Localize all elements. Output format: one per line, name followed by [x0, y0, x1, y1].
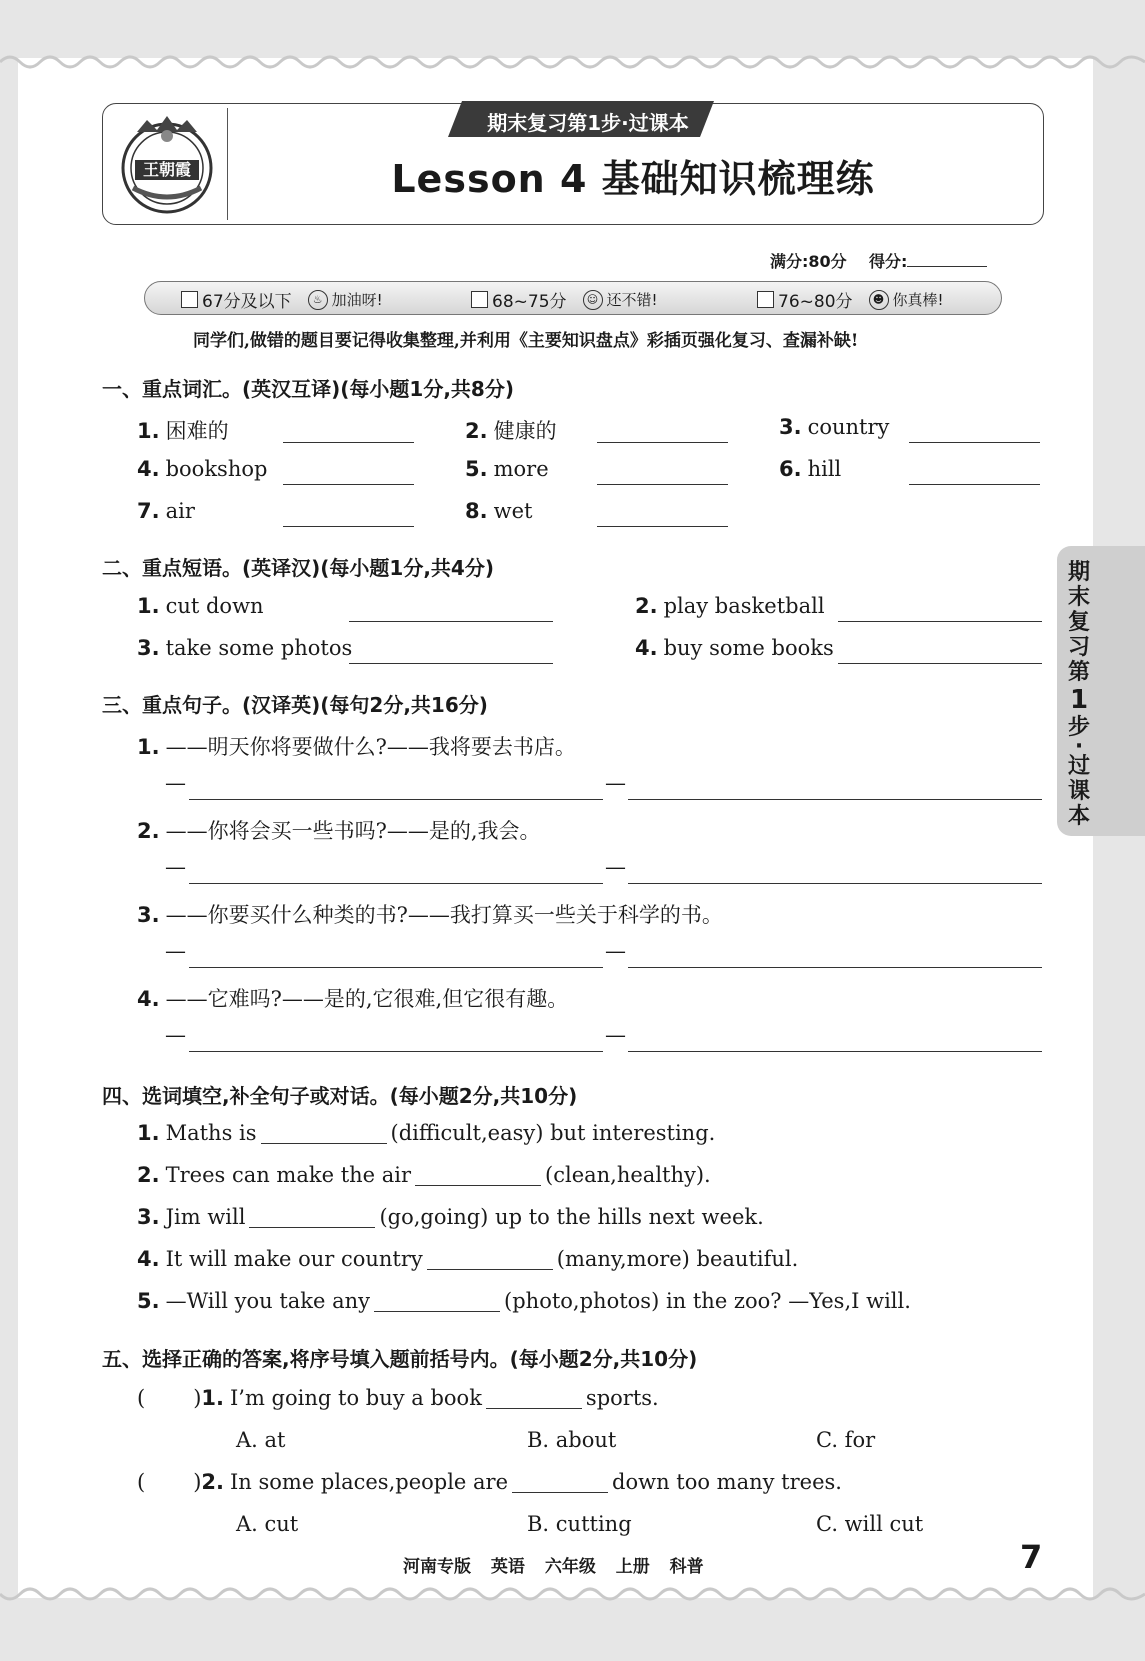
face-icon: ♨ [308, 290, 328, 310]
answer-paren-close: ) [193, 1386, 202, 1410]
answer-line[interactable] [628, 799, 1042, 800]
section-4-heading: 四、选词填空,补全句子或对话。(每小题2分,共10分) [102, 1084, 578, 1108]
vocab-item: 6. hill [779, 457, 842, 481]
dialogue-dash: — [165, 939, 186, 963]
fill-blank-item: 1. Maths is (difficult,easy) but interesting. [137, 1121, 716, 1145]
choice-option[interactable]: A. cut [236, 1512, 299, 1536]
answer-line[interactable] [349, 663, 553, 664]
checkbox[interactable] [471, 291, 488, 308]
svg-text:王朝霞: 王朝霞 [142, 160, 192, 179]
answer-line[interactable] [189, 883, 603, 884]
choice-option[interactable]: A. at [236, 1428, 286, 1452]
choice-question: ( )2. In some places,people are down too many trees. [137, 1470, 842, 1494]
answer-blank[interactable] [486, 1388, 582, 1409]
phrase-item: 3. take some photos [137, 636, 353, 660]
answer-line[interactable] [283, 442, 414, 443]
answer-line[interactable] [838, 621, 1042, 622]
score-blank[interactable] [907, 266, 987, 267]
side-section-tab [1057, 546, 1145, 836]
smile-icon: ☺ [583, 290, 603, 310]
answer-line[interactable] [909, 442, 1040, 443]
answer-paren-open[interactable]: ( [137, 1470, 146, 1494]
dialogue-dash: — [605, 855, 626, 879]
sentence-item: 2. ——你将会买一些书吗?——是的,我会。 [137, 819, 541, 843]
full-score: 满分:80分 [770, 252, 847, 271]
answer-line[interactable] [909, 484, 1040, 485]
rating-option[interactable] [471, 287, 658, 312]
phrase-item: 1. cut down [137, 594, 264, 618]
answer-line[interactable] [189, 1051, 603, 1052]
choice-option[interactable]: C. for [816, 1428, 876, 1452]
answer-blank[interactable] [249, 1207, 375, 1228]
sentence-item: 4. ——它难吗?——是的,它很难,但它很有趣。 [137, 987, 569, 1011]
publisher-logo [113, 110, 221, 218]
wavy-top-edge [0, 48, 1145, 70]
answer-line[interactable] [838, 663, 1042, 664]
answer-line[interactable] [628, 967, 1042, 968]
rating-cheer: 还不错! [606, 291, 658, 309]
answer-line[interactable] [283, 484, 414, 485]
rating-option[interactable] [757, 287, 944, 312]
dialogue-dash: — [165, 771, 186, 795]
answer-line[interactable] [597, 526, 728, 527]
choice-option[interactable]: B. cutting [527, 1512, 632, 1536]
dialogue-dash: — [605, 1023, 626, 1047]
footer-info: 河南专版 英语 六年级 上册 科普 [403, 1557, 704, 1577]
sentence-item: 1. ——明天你将要做什么?——我将要去书店。 [137, 735, 576, 759]
phrase-item: 2. play basketball [635, 594, 825, 618]
fill-blank-item: 2. Trees can make the air (clean,healthy). [137, 1163, 711, 1187]
lesson-header [102, 103, 1044, 225]
header-divider [227, 108, 228, 220]
dialogue-dash: — [605, 939, 626, 963]
answer-line[interactable] [189, 967, 603, 968]
fill-blank-item: 5. —Will you take any (photo,photos) in the zoo? —Yes,I will. [137, 1289, 911, 1313]
dialogue-dash: — [605, 771, 626, 795]
review-step-tab [448, 101, 728, 139]
section-5-heading: 五、选择正确的答案,将序号填入题前括号内。(每小题2分,共10分) [102, 1347, 698, 1371]
page-number: 7 [1020, 1538, 1043, 1576]
got-score-label: 得分: [868, 252, 908, 271]
score-line [770, 249, 987, 272]
dialogue-dash: — [165, 855, 186, 879]
page-title: Lesson 4 基础知识梳理练 [391, 157, 875, 201]
rating-cheer: 你真棒! [892, 291, 944, 309]
vocab-item: 5. more [465, 457, 549, 481]
checkbox[interactable] [757, 291, 774, 308]
choice-option[interactable]: B. about [527, 1428, 617, 1452]
fill-blank-item: 3. Jim will (go,going) up to the hills next week. [137, 1205, 764, 1229]
rating-range: 68~75分 [492, 292, 567, 312]
rating-range: 76~80分 [778, 292, 853, 312]
phrase-item: 4. buy some books [635, 636, 834, 660]
rating-range: 67分及以下 [202, 292, 292, 312]
answer-line[interactable] [283, 526, 414, 527]
answer-blank[interactable] [415, 1165, 541, 1186]
wavy-bottom-edge [0, 1586, 1145, 1608]
section-1-heading: 一、重点词汇。(英汉互译)(每小题1分,共8分) [102, 377, 514, 401]
answer-blank[interactable] [374, 1291, 500, 1312]
side-tab-text: 期 末 复 习 第 1 步 · 过 课 本 [1067, 560, 1090, 829]
review-step-label: 期末复习第1步·过课本 [487, 111, 689, 135]
self-rating-bar [144, 281, 1002, 315]
sentence-item: 3. ——你要买什么种类的书?——我打算买一些关于科学的书。 [137, 903, 723, 927]
section-3-heading: 三、重点句子。(汉译英)(每句2分,共16分) [102, 693, 488, 717]
answer-blank[interactable] [427, 1249, 553, 1270]
section-2-heading: 二、重点短语。(英译汉)(每小题1分,共4分) [102, 556, 494, 580]
vocab-item: 1. 困难的 [137, 419, 229, 443]
vocab-item: 3. country [779, 415, 890, 439]
study-note: 同学们,做错的题目要记得收集整理,并利用《主要知识盘点》彩插页强化复习、查漏补缺! [193, 331, 859, 351]
choice-option[interactable]: C. will cut [816, 1512, 924, 1536]
answer-blank[interactable] [512, 1472, 608, 1493]
answer-line[interactable] [628, 1051, 1042, 1052]
face-icon: ☻ [869, 290, 889, 310]
vocab-item: 4. bookshop [137, 457, 268, 481]
answer-line[interactable] [597, 484, 728, 485]
checkbox[interactable] [181, 291, 198, 308]
answer-line[interactable] [597, 442, 728, 443]
vocab-item: 2. 健康的 [465, 419, 557, 443]
answer-line[interactable] [628, 883, 1042, 884]
rating-option[interactable] [181, 287, 383, 312]
answer-paren-close: ) [193, 1470, 202, 1494]
dialogue-dash: — [165, 1023, 186, 1047]
answer-paren-open[interactable]: ( [137, 1386, 146, 1410]
rating-cheer: 加油呀! [331, 291, 383, 309]
choice-question: ( )1. I’m going to buy a book sports. [137, 1386, 659, 1410]
answer-blank[interactable] [261, 1123, 387, 1144]
vocab-item: 8. wet [465, 499, 533, 523]
answer-line[interactable] [189, 799, 603, 800]
answer-line[interactable] [349, 621, 553, 622]
fill-blank-item: 4. It will make our country (many,more) beautiful. [137, 1247, 799, 1271]
vocab-item: 7. air [137, 499, 195, 523]
